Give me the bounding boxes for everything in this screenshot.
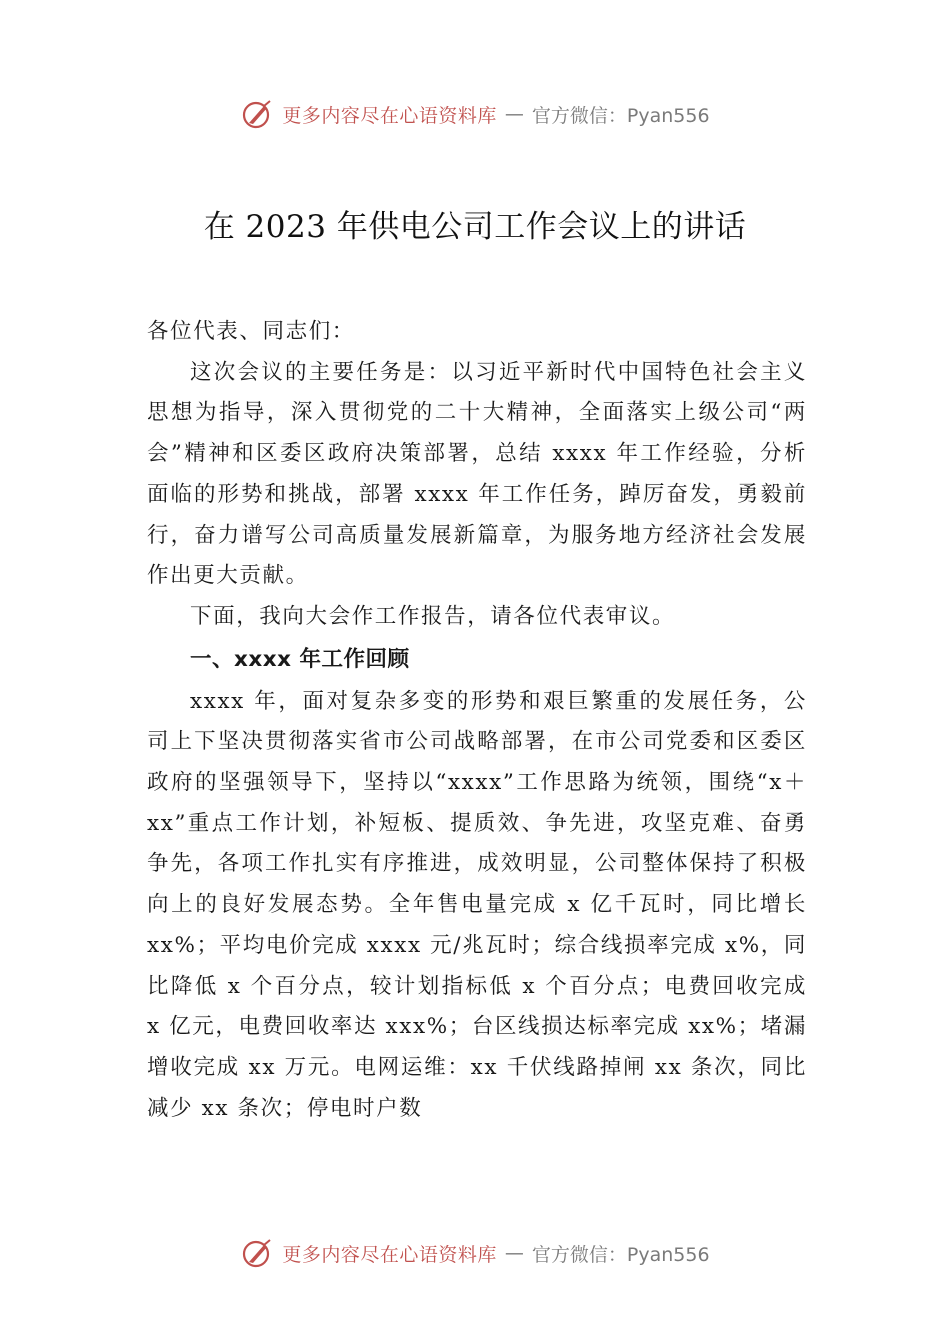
paragraph-report-intro: 下面，我向大会作工作报告，请各位代表审议。 (190, 603, 676, 629)
watermark-wechat: 官方微信：Pyan556 (531, 1243, 710, 1266)
watermark-separator: — (504, 103, 524, 125)
watermark-brand: 更多内容尽在心语资料库 (282, 104, 497, 127)
paragraph-meeting-tasks: 这次会议的主要任务是：以习近平新时代中国特色社会主义思想为指导，深入贯彻党的二十大精神，全面落实上级公司“两会”精神和区委区政府决策部署，总结 xxxx 年工作经验，分析面临的形势和挑战，部署 xxxx 年工作任务，踔厉奋发，勇毅前行，奋力谱写公司高质量发展新篇章，为服务地方经济社会发展作出更大贡献。 (147, 359, 807, 589)
document-title: 在 2023 年供电公司工作会议上的讲话 (203, 209, 747, 245)
watermark-wechat: 官方微信：Pyan556 (531, 104, 710, 127)
footer-watermark (0, 1233, 950, 1273)
quill-pen-logo-icon (240, 1236, 274, 1270)
watermark-brand: 更多内容尽在心语资料库 (282, 1243, 497, 1266)
salutation: 各位代表、同志们： (147, 319, 355, 344)
quill-pen-logo-icon (240, 97, 274, 131)
watermark-separator: — (504, 1242, 524, 1264)
paragraph-annual-review: xxxx 年，面对复杂多变的形势和艰巨繁重的发展任务，公司上下坚决贯彻落实省市公司战略部署，在市公司党委和区委区政府的坚强领导下，坚持以“xxxx”工作思路为统领，围绕“x＋xx”重点工作计划，补短板、提质效、争先进，攻坚克难、奋勇争先，各项工作扎实有序推进，成效明显，公司整体保持了积极向上的良好发展态势。全年售电量完成 x 亿千瓦时，同比增长 xx%；平均电价完成 xxxx 元/兆瓦时；综合线损率完成 x%，同比降低 x 个百分点，较计划指标低 x 个百分点；电费回收完成 x 亿元，电费回收率达 xxx%；台区线损达标率完成 xx%；堵漏增收完成 xx 万元。电网运维：xx 千伏线路掉闸 xx 条次，同比减少 xx 条次；停电时户数 (147, 688, 807, 1121)
document-body (147, 312, 807, 1129)
section-heading-review: 一、xxxx 年工作回顾 (190, 646, 410, 672)
header-watermark (0, 94, 950, 134)
